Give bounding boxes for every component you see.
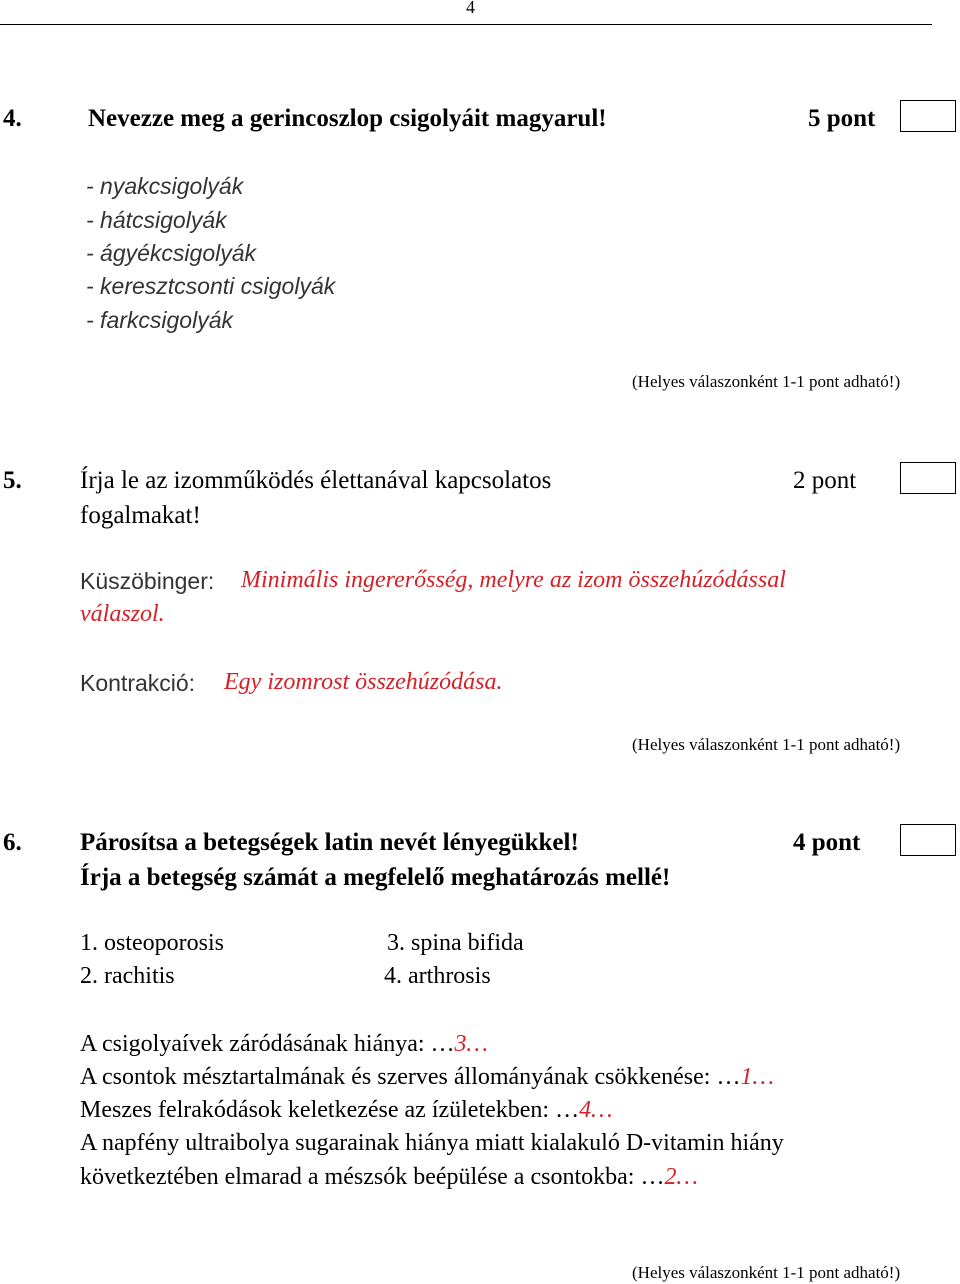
q6-score-box[interactable] [900, 824, 956, 856]
header-rule [0, 24, 932, 25]
definition-4-line2 [80, 1164, 698, 1191]
definition-2 [80, 1064, 774, 1091]
q5-title-line1: Írja le az izomműködés élettanával kapcsolatos [80, 467, 552, 494]
q5-term1-def-line1: Minimális ingererősség, melyre az izom összehúzódással [241, 567, 786, 593]
q4-answer-5: - farkcsigolyák [86, 307, 233, 333]
q6-title-line1: Párosítsa a betegségek latin nevét lényegükkel! [80, 829, 579, 856]
q6-points: 4 pont [793, 829, 861, 856]
q5-term2-label: Kontrakció: [80, 670, 196, 696]
definition-1-answer[interactable]: 3… [454, 1031, 488, 1057]
disease-1: 1. osteoporosis [80, 930, 224, 956]
q4-score-box[interactable] [900, 100, 956, 132]
definition-2-answer[interactable]: 1… [740, 1064, 774, 1090]
q6-note: (Helyes válaszonként 1-1 pont adható!) [632, 1263, 901, 1282]
disease-2: 2. rachitis [80, 963, 175, 989]
page-number: 4 [466, 0, 475, 17]
q5-points: 2 pont [793, 467, 857, 494]
definition-1-text: A csigolyaívek záródásának hiánya: … [80, 1031, 455, 1057]
q4-note: (Helyes válaszonként 1-1 pont adható!) [632, 372, 901, 391]
definition-3-text: Meszes felrakódások keletkezése az ízületekben: … [80, 1097, 580, 1123]
q5-note: (Helyes válaszonként 1-1 pont adható!) [632, 735, 901, 754]
q4-title: Nevezze meg a gerincoszlop csigolyáit magyarul! [88, 105, 607, 132]
q5-term2-def: Egy izomrost összehúzódása. [224, 669, 503, 695]
q4-answer-1: - nyakcsigolyák [86, 173, 244, 199]
definition-4-line1: A napfény ultraibolya sugarainak hiánya miatt kialakuló D-vitamin hiány [80, 1130, 784, 1156]
q5-term1-label: Küszöbinger: [80, 568, 215, 594]
q5-score-box[interactable] [900, 462, 956, 494]
q5-title-line2: fogalmakat! [80, 502, 201, 529]
q4-answer-2: - hátcsigolyák [86, 207, 227, 233]
q5-term1-def-line2: válaszol. [80, 601, 165, 627]
q5-number: 5. [3, 467, 22, 494]
definition-2-text: A csontok mésztartalmának és szerves állományának csökkenése: … [80, 1064, 741, 1090]
disease-3: 3. spina bifida [387, 930, 524, 956]
definition-4-answer[interactable]: 2… [664, 1164, 698, 1190]
q6-number: 6. [3, 829, 22, 856]
definition-4-text: következtében elmarad a mészsók beépülése a csontokba: … [80, 1164, 665, 1190]
q6-title-line2: Írja a betegség számát a megfelelő meghatározás mellé! [80, 864, 671, 891]
q4-answer-3: - ágyékcsigolyák [86, 240, 257, 266]
q4-answer-4: - keresztcsonti csigolyák [86, 273, 336, 299]
q4-number: 4. [3, 105, 22, 132]
definition-3-answer[interactable]: 4… [579, 1097, 613, 1123]
q4-points: 5 pont [808, 105, 876, 132]
disease-4: 4. arthrosis [384, 963, 491, 989]
definition-1 [80, 1031, 488, 1058]
definition-3 [80, 1097, 612, 1124]
